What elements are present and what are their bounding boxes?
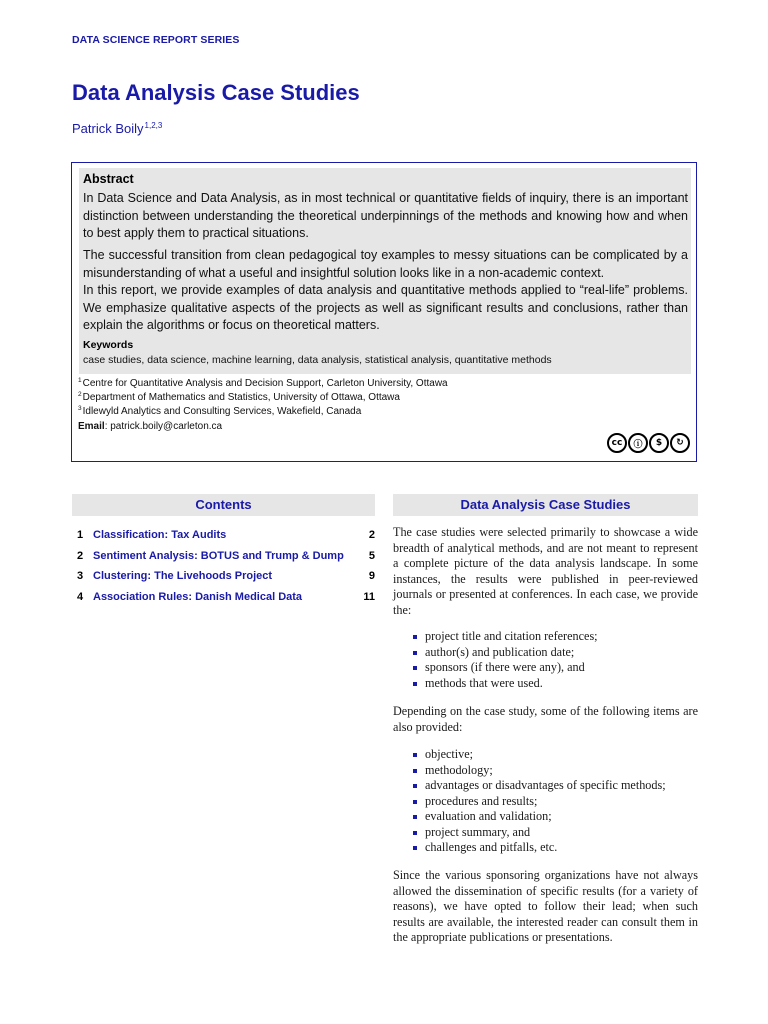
- keywords-text: case studies, data science, machine learning, data analysis, statistical analysis, quantitative methods: [83, 354, 552, 366]
- list-item: advantages or disadvantages of specific methods;: [412, 778, 702, 794]
- author-affil-marks: 1,2,3: [144, 121, 163, 130]
- toc-item[interactable]: 1 Classification: Tax Audits 2: [77, 529, 375, 541]
- author-name: Patrick Boily: [72, 121, 144, 136]
- body-paragraph: Since the various sponsoring organizations have not always allowed the dissemination of specific results (for a variety of reasons), we have opted to follow their lead; when such results are available, the interested reader can consult them in the appropriate publications or presentations.: [393, 868, 698, 944]
- optional-items-list: [412, 747, 702, 856]
- toc-item[interactable]: 3 Clustering: The Livehoods Project 9: [77, 570, 375, 582]
- abstract-paragraph: In this report, we provide examples of data analysis and quantitative methods applied to “real-life” problems. We emphasize qualitative aspects of the projects as well as significant results and conclusions, rather than explain the algorithms or focus on theoretical matters.: [83, 283, 688, 332]
- author-line: [72, 121, 162, 136]
- list-item: methods that were used.: [412, 676, 702, 692]
- list-item: project summary, and: [412, 825, 702, 841]
- contents-heading: Contents: [72, 494, 375, 516]
- body-paragraph: The case studies were selected primarily to showcase a wide breadth of analytical methods, and are not meant to represent a complete picture of the data analysis landscape. In some instances, the results were published in peer-reviewed journals or presented at conferences. In each case, we provide the:: [393, 525, 698, 617]
- abstract-box: [71, 162, 697, 462]
- paper-title: Data Analysis Case Studies: [72, 80, 360, 105]
- abstract-paragraph: In Data Science and Data Analysis, as in most technical or quantitative fields of inquiry, there is an important distinction between understanding the theoretical underpinnings of the methods and knowing how and when to best apply them to practical situations.: [83, 191, 688, 240]
- list-item: sponsors (if there were any), and: [412, 660, 702, 676]
- by-icon: ⓘ: [628, 433, 648, 453]
- nc-icon: $: [649, 433, 669, 453]
- list-item: procedures and results;: [412, 794, 702, 810]
- list-item: challenges and pitfalls, etc.: [412, 840, 702, 856]
- section-heading: Data Analysis Case Studies: [393, 494, 698, 516]
- list-item: evaluation and validation;: [412, 809, 702, 825]
- license-badge: [607, 433, 690, 453]
- abstract-heading: Abstract: [83, 172, 134, 186]
- keywords-heading: Keywords: [83, 339, 134, 351]
- email-label: Email: [78, 421, 105, 432]
- provided-items-list: [412, 629, 702, 691]
- sa-icon: ↻: [670, 433, 690, 453]
- abstract-paragraph: The successful transition from clean pedagogical toy examples to messy situations can be complicated by a misunderstanding of what a useful and insightful solution looks like in a non-academic context.: [83, 248, 688, 280]
- toc-link[interactable]: Association Rules: Danish Medical Data: [93, 591, 303, 603]
- email-line: [78, 421, 222, 432]
- toc-item[interactable]: 2 Sentiment Analysis: BOTUS and Trump & Dump 5: [77, 550, 375, 562]
- cc-icon: cc: [607, 433, 627, 453]
- affiliation-2: $^2$Department of Mathematics and Statistics, University of Ottawa, Ottawa: [78, 391, 400, 403]
- body-paragraph: Depending on the case study, some of the following items are also provided:: [393, 704, 698, 734]
- affiliation-1: $^1$Centre for Quantitative Analysis and Decision Support, Carleton University, Ottawa: [78, 377, 448, 389]
- list-item: objective;: [412, 747, 702, 763]
- list-item: methodology;: [412, 763, 702, 779]
- report-series-label: DATA SCIENCE REPORT SERIES: [72, 34, 240, 46]
- email-address[interactable]: : patrick.boily@carleton.ca: [104, 421, 223, 432]
- toc-link[interactable]: Clustering: The Livehoods Project: [93, 570, 273, 582]
- affiliation-3: $^3$Idlewyld Analytics and Consulting Services, Wakefield, Canada: [78, 405, 362, 417]
- list-item: project title and citation references;: [412, 629, 702, 645]
- list-item: author(s) and publication date;: [412, 645, 702, 661]
- toc-item[interactable]: 4 Association Rules: Danish Medical Data 11: [77, 591, 375, 603]
- toc-link[interactable]: Classification: Tax Audits: [93, 529, 227, 541]
- toc-link[interactable]: Sentiment Analysis: BOTUS and Trump & Dump: [93, 550, 344, 562]
